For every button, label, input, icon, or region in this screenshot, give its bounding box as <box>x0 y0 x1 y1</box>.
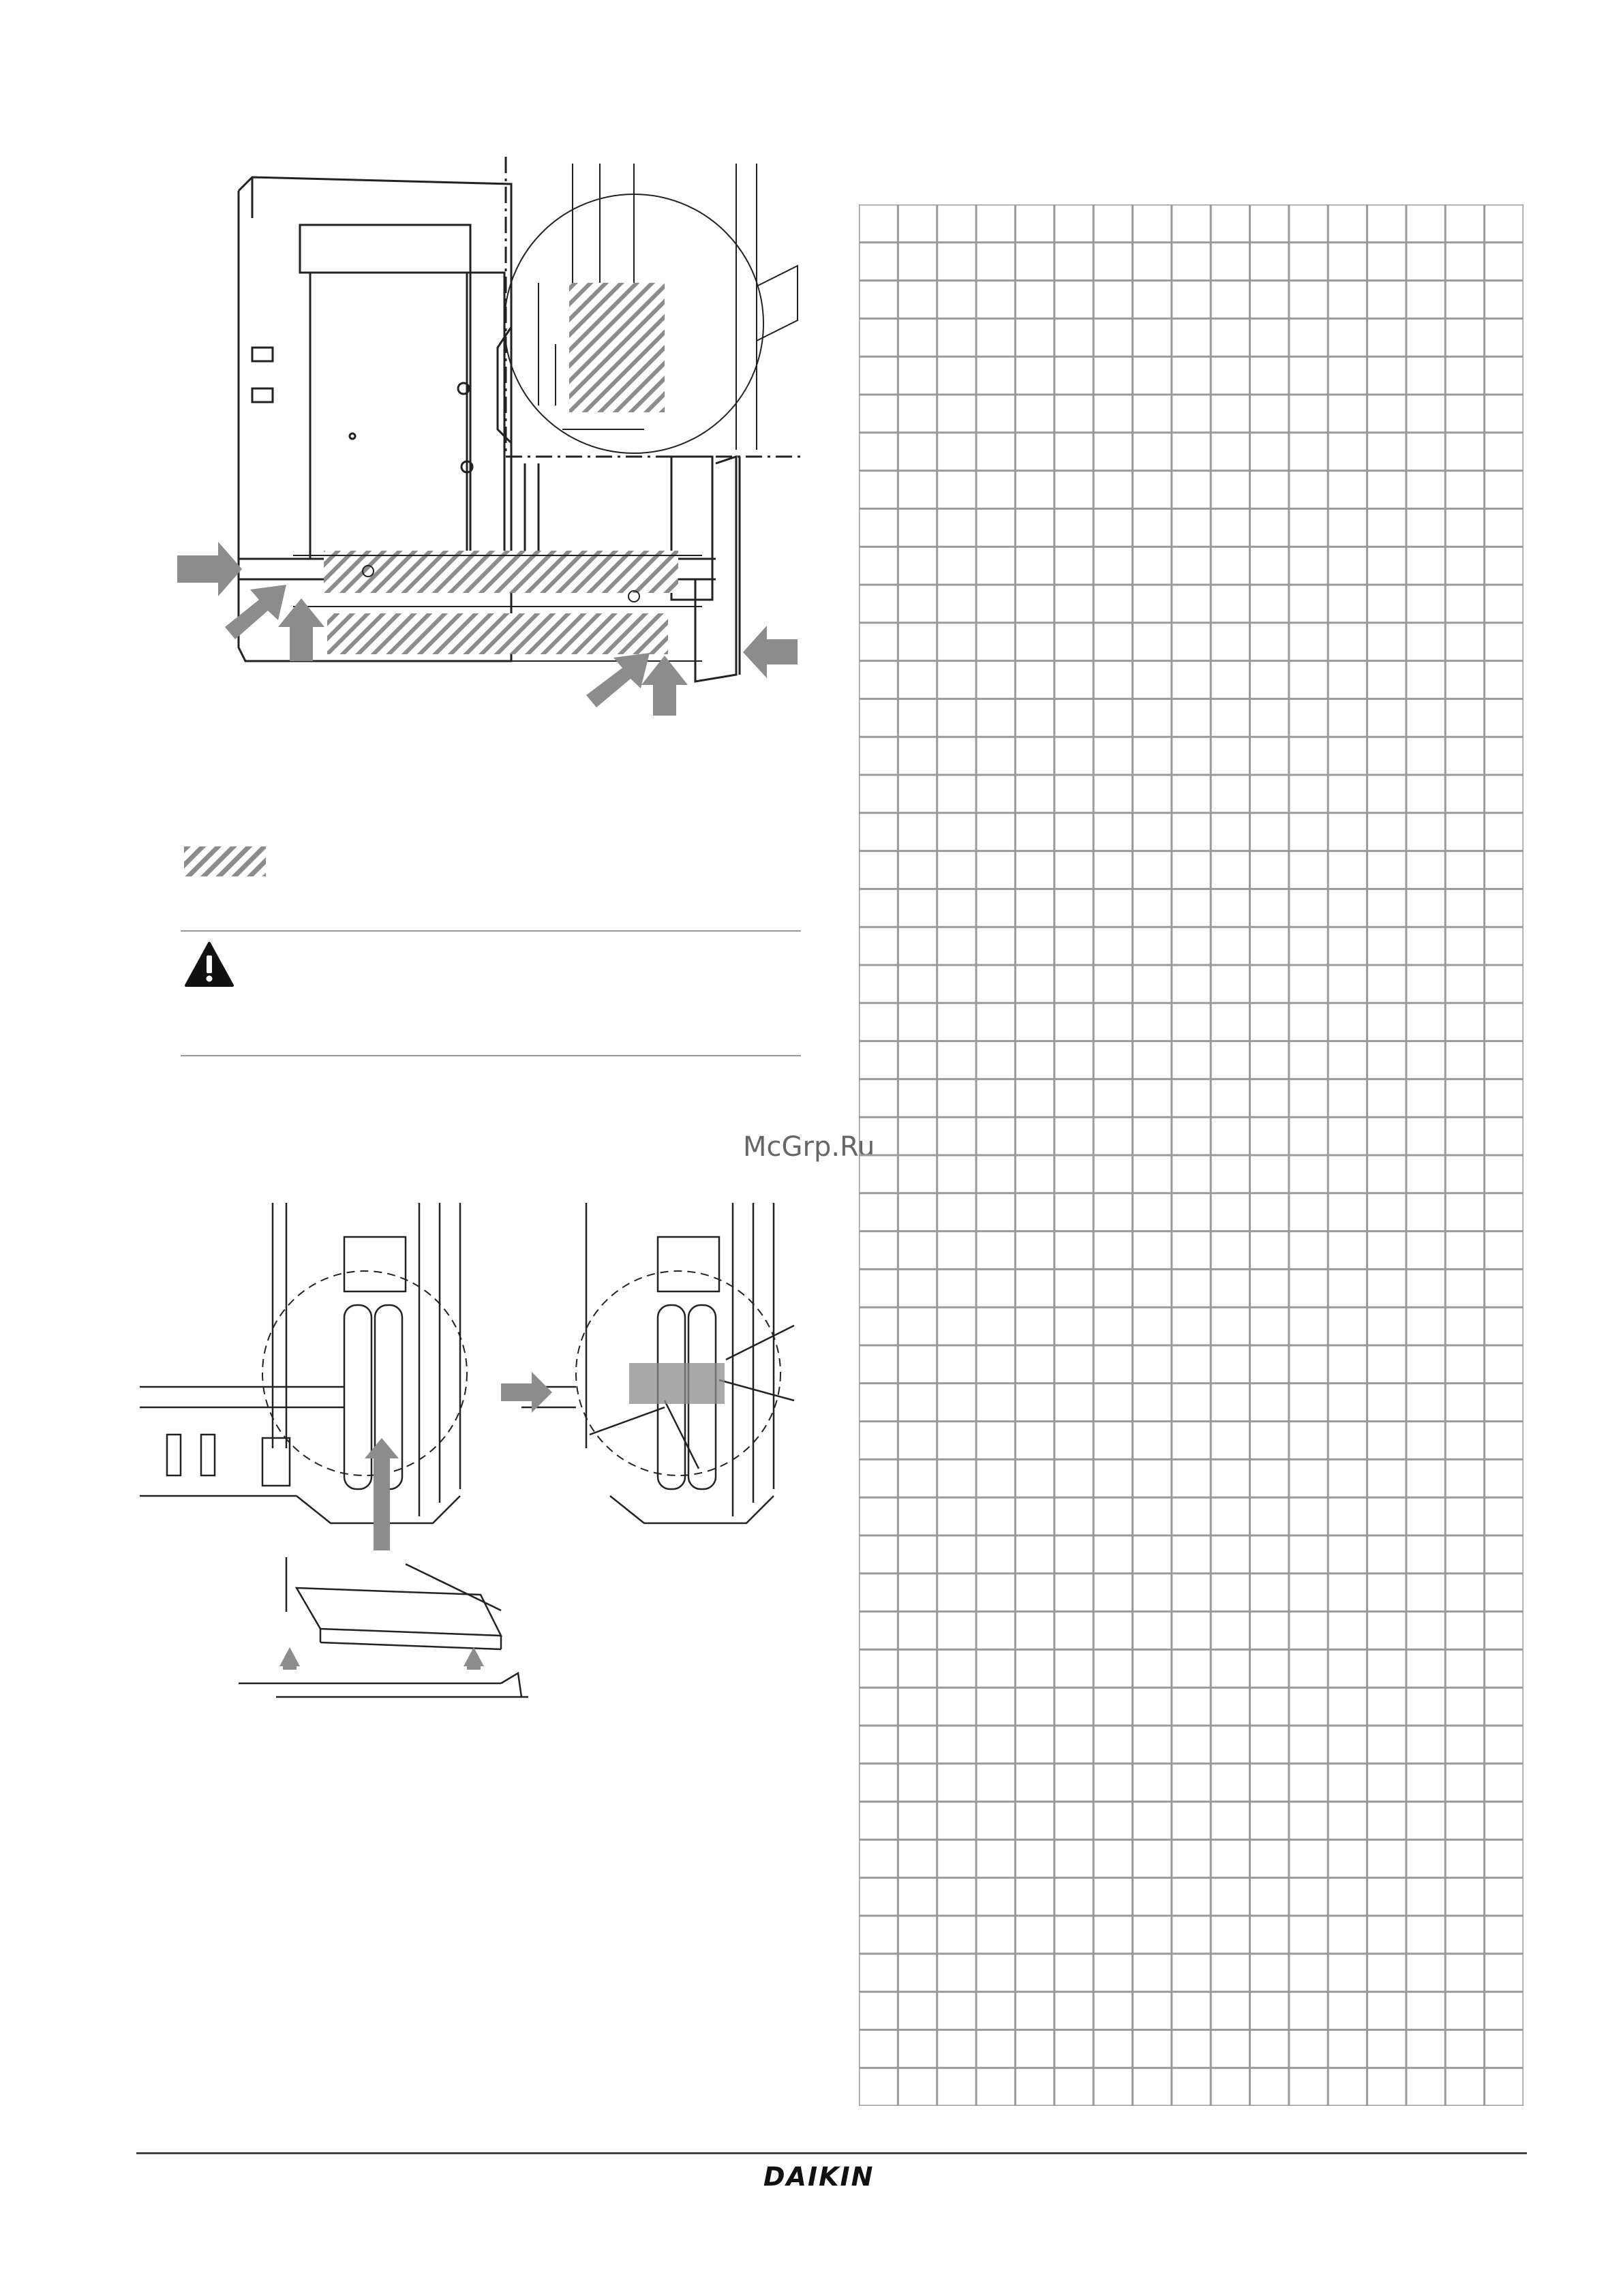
pipe-insulation-illustration <box>140 1203 815 1728</box>
footer-divider <box>136 2152 1527 2154</box>
daikin-logo: DAIKIN <box>763 2162 875 2192</box>
warning-triangle-icon <box>184 940 234 988</box>
section-divider <box>181 1055 801 1056</box>
unit-hatched-area-illustration <box>157 143 811 736</box>
section-divider <box>181 930 801 932</box>
notes-grid <box>859 204 1523 2106</box>
watermark-text: McGrp.Ru <box>743 1131 875 1163</box>
hatch-pattern-icon <box>184 846 266 876</box>
